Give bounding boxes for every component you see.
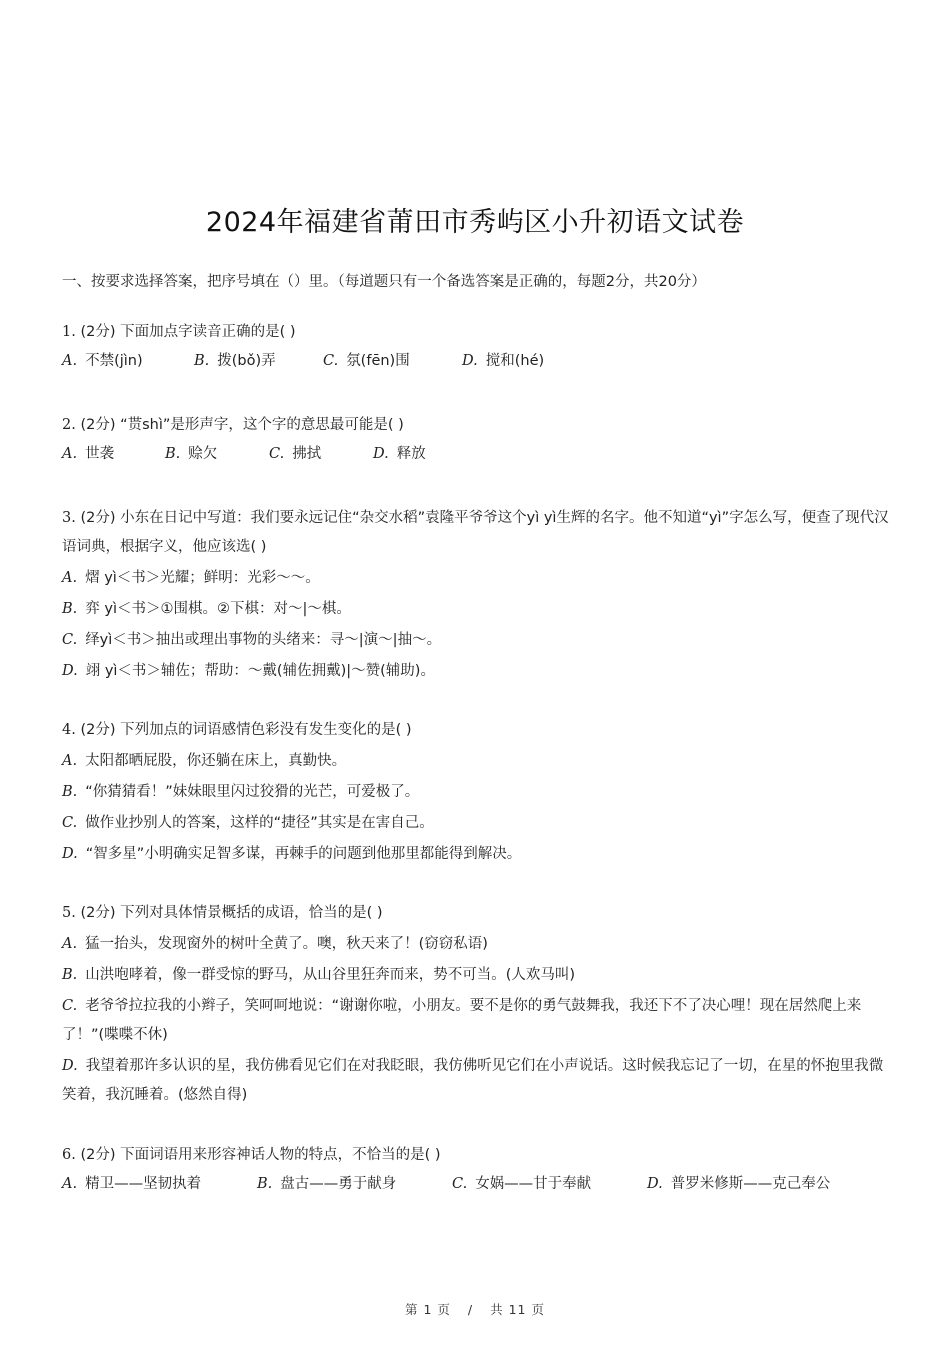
question-stem bbox=[62, 411, 892, 440]
option-d[interactable]: D. 翊 yì＜书＞辅佐；帮助：～戴(辅佐拥戴)|～赞(辅助)。 bbox=[62, 663, 435, 679]
question-text: (2分) 小东在日记中写道：我们要永远记住“杂交水稻”袁隆平爷爷这个yì yì生辉的名字。他不知道“yì”字怎么写，便查了现代汉语词典，根据字义，他应该选( ) bbox=[62, 510, 889, 555]
option-a[interactable]: A. 太阳都晒屁股，你还躺在床上，真勤快。 bbox=[62, 753, 347, 769]
page-title: 2024年福建省莆田市秀屿区小升初语文试卷 bbox=[205, 207, 745, 238]
question-text: (2分) 下列加点的词语感情色彩没有发生变化的是( ) bbox=[80, 722, 412, 738]
question-6 bbox=[62, 1141, 892, 1199]
question-3 bbox=[62, 504, 892, 686]
option-a[interactable]: A. 熠 yì＜书＞光耀；鲜明：光彩～～。 bbox=[62, 570, 320, 586]
option-b[interactable]: B. 山洪咆哮着，像一群受惊的野马，从山谷里狂奔而来，势不可当。(人欢马叫) bbox=[62, 967, 576, 983]
option-d[interactable]: D. 我望着那许多认识的星，我仿佛看见它们在对我眨眼，我仿佛听见它们在小声说话。这时候我忘记了一切，在星的怀抱里我微笑着，我沉睡着。(悠然自得) bbox=[62, 1058, 884, 1103]
option-a[interactable]: A. 猛一抬头，发现窗外的树叶全黄了。噢，秋天来了！(窃窃私语) bbox=[62, 936, 488, 952]
option-b[interactable]: B. 弈 yì＜书＞①围棋。②下棋：对～|～棋。 bbox=[62, 601, 351, 617]
option-d[interactable]: D. “智多星”小明确实足智多谋，再棘手的问题到他那里都能得到解决。 bbox=[62, 846, 522, 862]
option-c[interactable]: C. 绎yì＜书＞抽出或理出事物的头绪来：寻～|演～|抽～。 bbox=[62, 632, 442, 648]
option-d[interactable]: D. 释放 bbox=[373, 446, 426, 462]
question-1 bbox=[62, 318, 892, 376]
question-stem bbox=[62, 1141, 892, 1170]
question-stem bbox=[62, 504, 892, 562]
question-5 bbox=[62, 899, 892, 1110]
question-text: (2分) 下列对具体情景概括的成语，恰当的是( ) bbox=[80, 905, 383, 921]
option-d[interactable]: D. 搅和(hé) bbox=[462, 353, 545, 369]
section-heading: 一、按要求选择答案，把序号填在（）里。（每道题只有一个备选答案是正确的，每题2分，共20分） bbox=[62, 274, 706, 290]
question-number: 3. bbox=[62, 510, 76, 526]
option-b[interactable]: B. 赊欠 bbox=[165, 446, 218, 462]
option-c[interactable]: C. 老爷爷拉拉我的小辫子，笑呵呵地说：“谢谢你啦，小朋友。要不是你的勇气鼓舞我，我还下不了决心哩！现在居然爬上来了！”(喋喋不休) bbox=[62, 998, 862, 1043]
option-d[interactable]: D. 普罗米修斯——克己奉公 bbox=[647, 1176, 831, 1192]
option-b[interactable]: B. 盘古——勇于献身 bbox=[257, 1176, 397, 1192]
option-c[interactable]: C. 做作业抄别人的答案，这样的“捷径”其实是在害自己。 bbox=[62, 815, 434, 831]
question-number: 1. bbox=[62, 324, 76, 340]
question-stem bbox=[62, 716, 892, 745]
option-a[interactable]: A. 不禁(jìn) bbox=[62, 353, 143, 369]
question-2 bbox=[62, 411, 892, 469]
options-row bbox=[62, 440, 892, 469]
options-row bbox=[62, 1170, 892, 1199]
question-text: (2分) “贳shì”是形声字，这个字的意思最可能是( ) bbox=[80, 417, 404, 433]
option-b[interactable]: B. “你猜猜看！”妹妹眼里闪过狡猾的光芒，可爱极了。 bbox=[62, 784, 420, 800]
current-page: 第 1 页 bbox=[405, 1302, 451, 1317]
question-4 bbox=[62, 716, 892, 869]
question-text: (2分) 下面加点字读音正确的是( ) bbox=[80, 324, 296, 340]
option-a[interactable]: A. 精卫——坚韧执着 bbox=[62, 1176, 202, 1192]
option-c[interactable]: C. 氛(fēn)围 bbox=[323, 353, 410, 369]
page-footer bbox=[0, 1300, 950, 1318]
question-number: 4. bbox=[62, 722, 76, 738]
option-c[interactable]: C. 女娲——甘于奉献 bbox=[452, 1176, 592, 1192]
option-b[interactable]: B. 拨(bǒ)弄 bbox=[194, 353, 276, 369]
options-row bbox=[62, 347, 892, 376]
question-stem bbox=[62, 318, 892, 347]
question-number: 5. bbox=[62, 905, 76, 921]
question-number: 6. bbox=[62, 1147, 76, 1163]
option-a[interactable]: A. 世袭 bbox=[62, 446, 115, 462]
option-c[interactable]: C. 拂拭 bbox=[269, 446, 322, 462]
question-number: 2. bbox=[62, 417, 76, 433]
question-stem bbox=[62, 899, 892, 928]
question-text: (2分) 下面词语用来形容神话人物的特点，不恰当的是( ) bbox=[80, 1147, 441, 1163]
page-separator: / bbox=[467, 1302, 474, 1317]
total-pages: 共 11 页 bbox=[490, 1302, 545, 1317]
